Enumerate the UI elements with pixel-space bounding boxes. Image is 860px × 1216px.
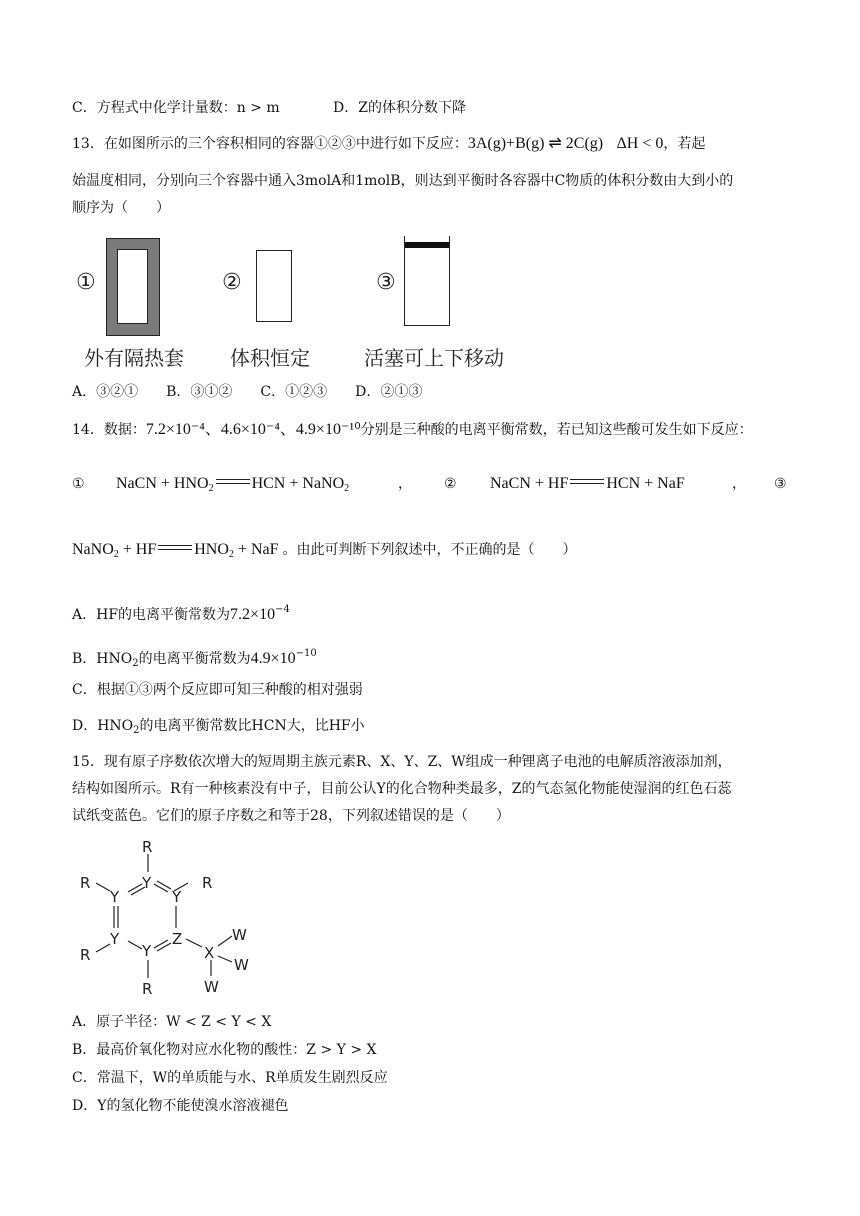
q15-stem-line3: 试纸变蓝色。它们的原子序数之和等于28，下列叙述错误的是（ ）: [72, 808, 510, 824]
atom-y-bottom: Y: [142, 942, 152, 960]
q12-option-d: D．Z的体积分数下降: [333, 100, 466, 116]
option-a-value: 7.2×10: [230, 606, 276, 623]
q14-option-a: [72, 600, 290, 625]
q13-stem-tail: ，若起: [663, 136, 706, 152]
option-b-exponent: −10: [295, 648, 317, 659]
reaction-3-number: ③: [774, 476, 787, 492]
fixed-volume-container: [256, 250, 292, 322]
atom-r-bottom: R: [142, 980, 153, 998]
option-a-text: A．HF的电离平衡常数为: [72, 607, 231, 623]
separator-1: ，: [398, 476, 412, 492]
container-number-1: ①: [76, 270, 96, 295]
atom-y-right: Y: [172, 888, 182, 906]
label-insulated: 外有隔热套: [84, 346, 184, 370]
atom-y-left-lower: Y: [110, 930, 120, 948]
reaction-1: [116, 474, 349, 499]
reaction-2: [490, 474, 685, 494]
q15-option-c: C．常温下，W的单质能与水、R单质发生剧烈反应: [72, 1070, 388, 1086]
reaction-2-number: ②: [444, 476, 457, 492]
atom-y-top: Y: [142, 874, 152, 892]
option-b-text: B．HNO: [72, 651, 133, 667]
option-d-text: D．HNO: [72, 718, 134, 734]
container-number-2: ②: [222, 270, 242, 295]
atom-r-left-upper: R: [80, 874, 91, 892]
atom-w-middle: W: [234, 956, 249, 974]
q13-stem-line2: 始温度相同，分别向三个容器中通入3molA和1molB，则达到平衡时各容器中C物质的体积分数由大到小的: [72, 173, 734, 189]
q13-stem-text: 13．在如图所示的三个容积相同的容器①②③中进行如下反应：: [72, 136, 468, 152]
atom-y-left-upper: Y: [110, 888, 120, 906]
separator-2: ，: [732, 476, 746, 492]
q14-data-values: 7.2×10⁻⁴、4.6×10⁻⁴、4.9×10⁻¹⁰: [145, 421, 361, 438]
reaction-1-right: HCN + NaNO: [251, 475, 345, 492]
q14-reaction-3-line: [72, 540, 577, 565]
reaction-3-right-tail: + NaF: [233, 541, 279, 558]
reaction-3: [72, 541, 283, 558]
q14-stem-prefix: 14．数据：: [72, 422, 146, 438]
atom-r-right: R: [202, 874, 213, 892]
option-d-tail: 的电离平衡常数比HCN大，比HF小: [139, 718, 365, 734]
reaction-1-right-sub: 2: [344, 483, 350, 494]
option-a-exponent: −4: [275, 604, 290, 615]
reaction-1-left-sub: 2: [208, 483, 214, 494]
q15-stem-line1: 15．现有原子序数依次增大的短周期主族元素R、X、Y、Z、W组成一种锂离子电池的电解质溶液添加剂，: [72, 754, 732, 770]
option-d-sub: 2: [133, 725, 140, 736]
option-b-sub: 2: [132, 658, 139, 669]
q15-option-b: B．最高价氧化物对应水化物的酸性：Z > Y > X: [72, 1042, 377, 1058]
q14-option-b: [72, 644, 317, 674]
q15-option-d: D．Y的氢化物不能使溴水溶液褪色: [72, 1098, 289, 1114]
reaction-3-right-sub: 2: [228, 549, 234, 560]
piston[interactable]: [405, 242, 449, 248]
option-b-mid: 的电离平衡常数为: [138, 651, 251, 667]
q13-figure: [70, 232, 530, 372]
label-piston: 活塞可上下移动: [364, 346, 504, 370]
container-1-inner: [117, 249, 148, 324]
q13-options: A．③②① B．③①② C．①②③ D．②①③: [72, 384, 423, 400]
option-b-value: 4.9×10: [250, 650, 296, 667]
atom-r-top: R: [142, 838, 153, 856]
label-fixed-volume: 体积恒定: [230, 346, 310, 370]
equals-sign: [158, 545, 192, 550]
q14-stem: [72, 420, 753, 440]
atom-w-lower: W: [204, 978, 219, 996]
container-number-3: ③: [376, 270, 396, 295]
molecular-structure: [70, 836, 270, 1006]
q12-option-c: C．方程式中化学计量数：n > m: [72, 100, 280, 116]
reaction-3-right: HNO: [194, 541, 229, 558]
equals-sign: [570, 479, 604, 484]
q13-enthalpy: ΔH < 0: [616, 135, 664, 152]
reaction-1-left: NaCN + HNO: [116, 475, 209, 492]
q14-option-d: [72, 716, 365, 741]
insulated-container: [106, 238, 160, 336]
reaction-1-number: ①: [72, 476, 85, 492]
reaction-2-left: NaCN + HF: [490, 475, 569, 492]
q14-question: 。由此可判断下列叙述中，不正确的是（ ）: [282, 542, 577, 558]
piston-container: [404, 236, 450, 326]
atom-w-upper: W: [232, 926, 247, 944]
atom-z: Z: [172, 930, 183, 948]
q13-stem-line3: 顺序为（ ）: [72, 200, 170, 216]
atom-x: X: [204, 944, 215, 962]
q13-reaction: 3A(g)+B(g) ⇌ 2C(g): [467, 135, 604, 152]
q14-stem-suffix: 分别是三种酸的电离平衡常数，若已知这些酸可发生如下反应：: [360, 422, 753, 438]
q15-stem-line2: 结构如图所示。R有一种核素没有中子，目前公认Y的化合物种类最多，Z的气态氢化物能使湿润的红色石蕊: [72, 781, 732, 797]
reaction-2-right: HCN + NaF: [606, 475, 685, 492]
reaction-3-left-tail: + HF: [118, 541, 157, 558]
reaction-3-left: NaNO: [72, 541, 114, 558]
reaction-3-left-sub: 2: [113, 549, 119, 560]
atom-r-left-lower: R: [80, 946, 91, 964]
q15-option-a: A．原子半径：W < Z < Y < X: [72, 1014, 272, 1030]
q14-option-c: C．根据①③两个反应即可知三种酸的相对强弱: [72, 682, 363, 698]
equals-sign: [216, 479, 250, 484]
q13-stem-line1: [72, 134, 705, 154]
